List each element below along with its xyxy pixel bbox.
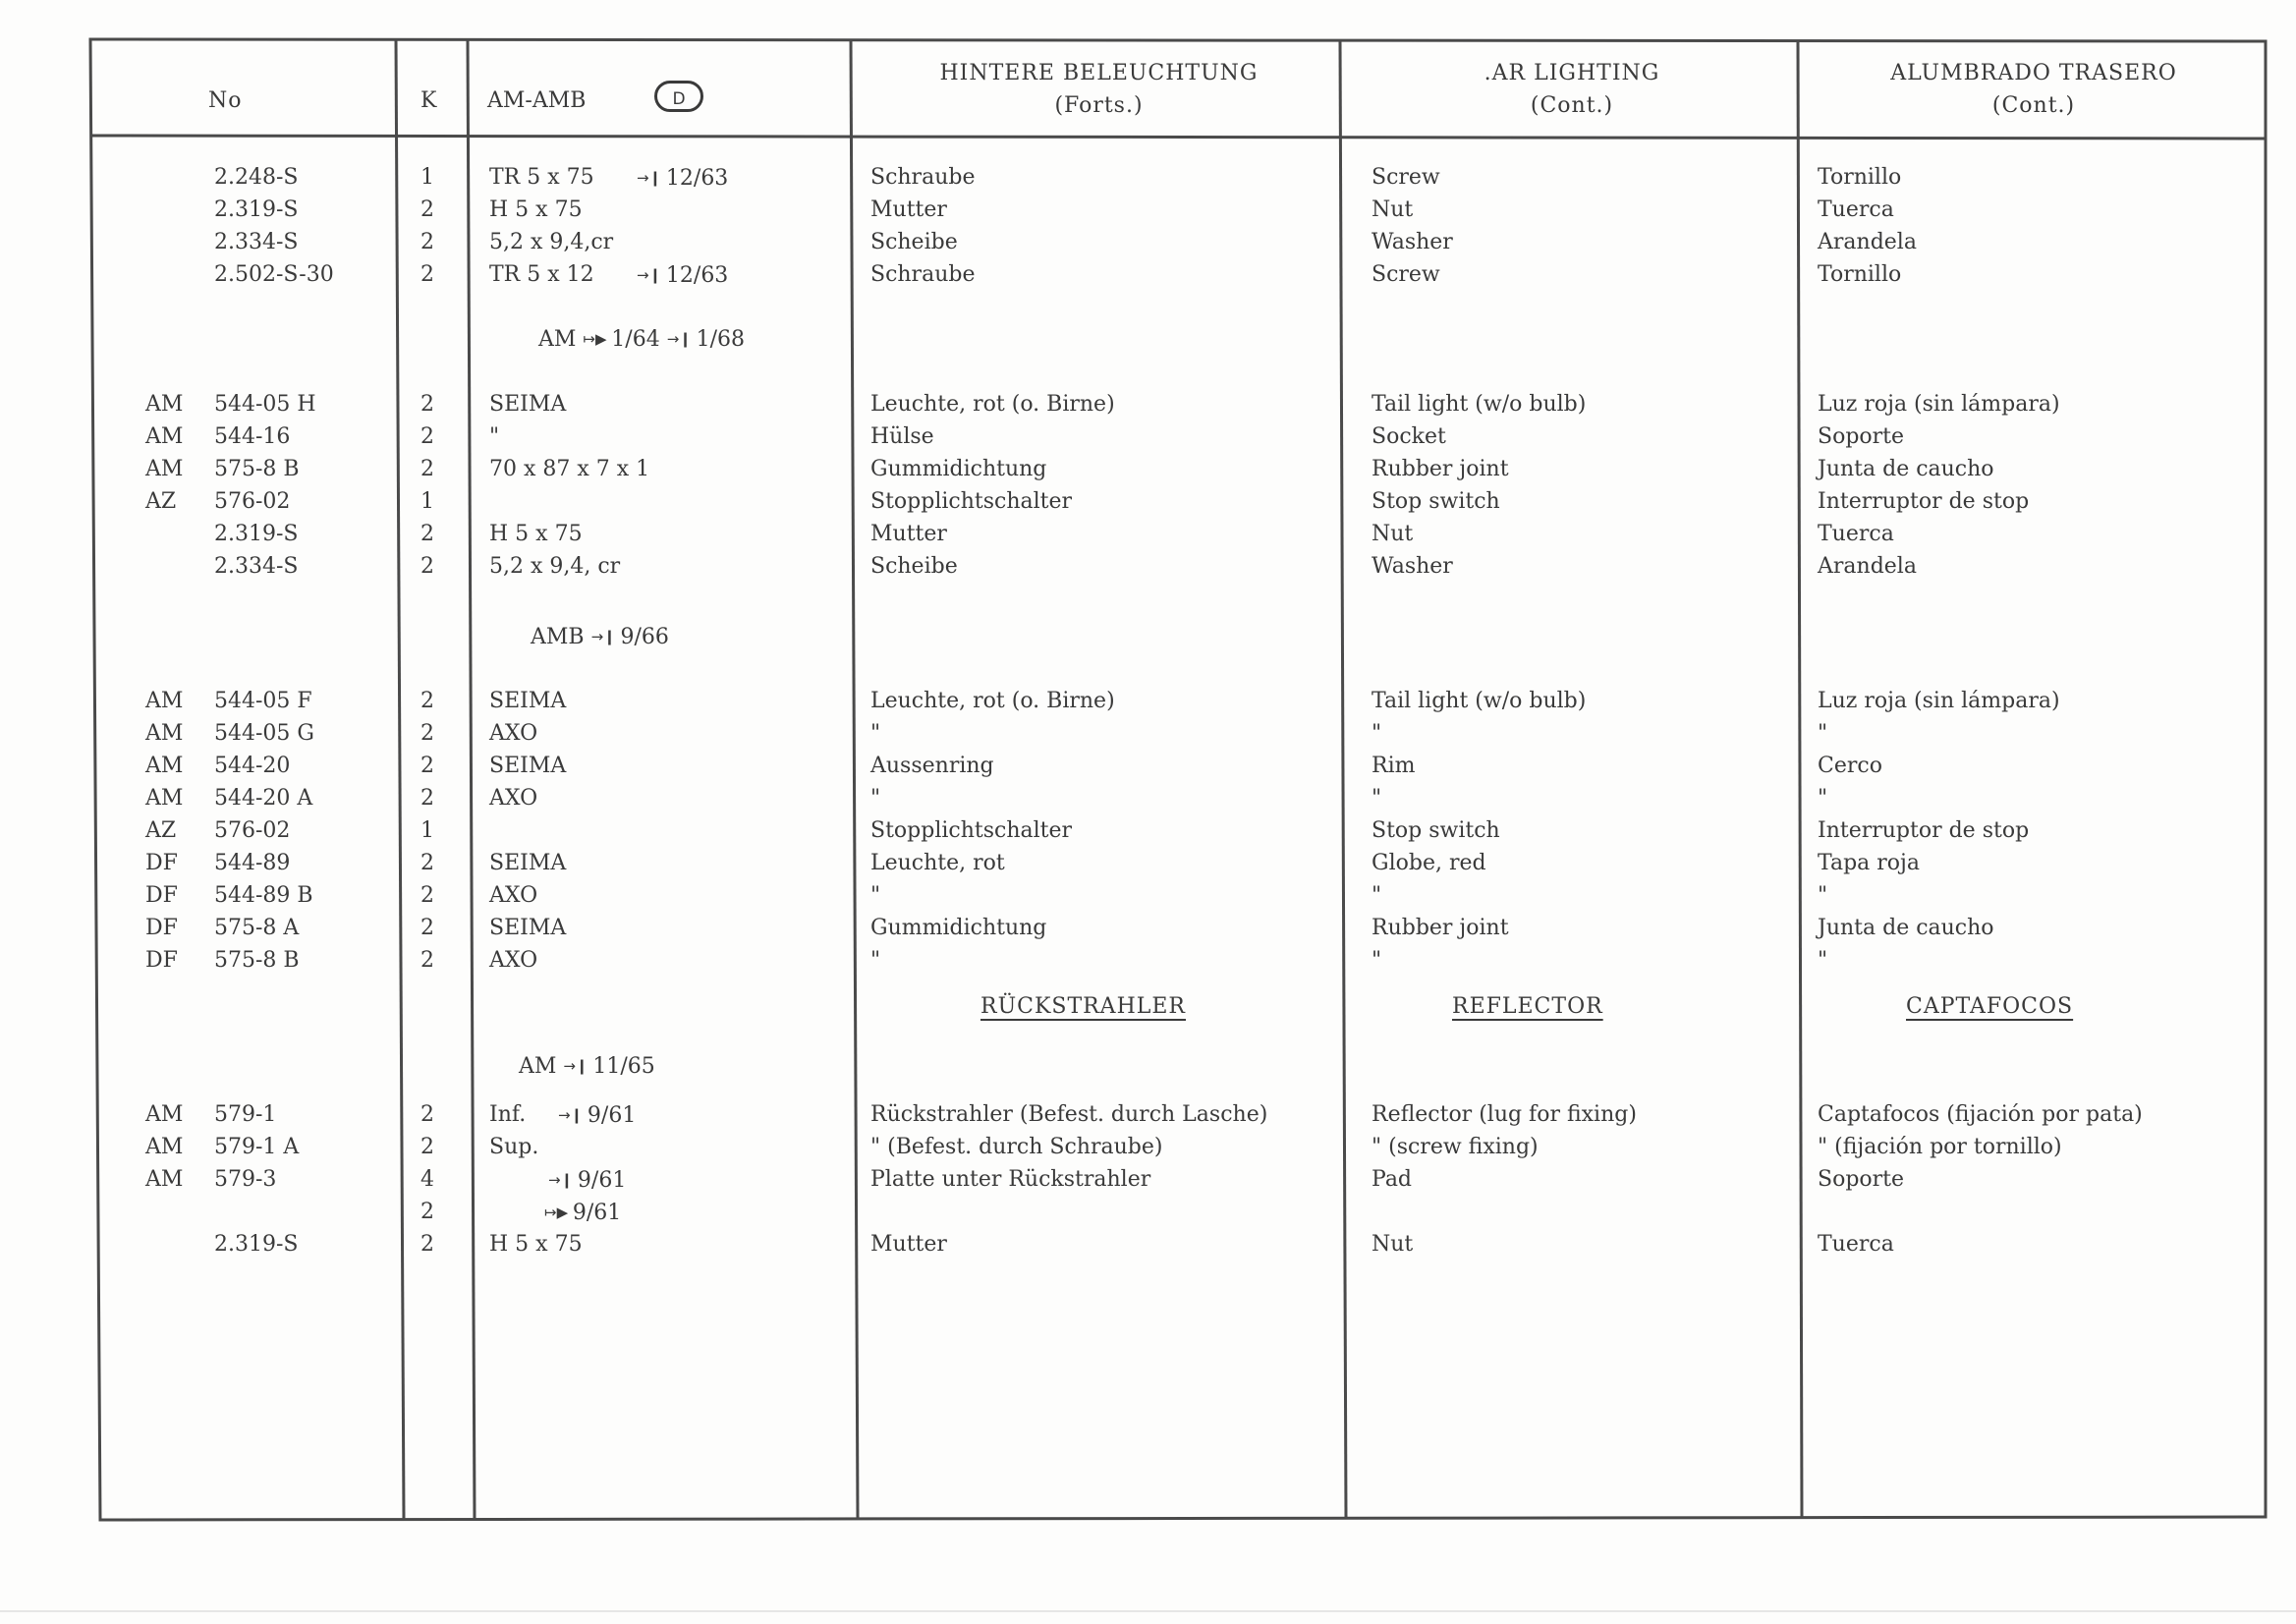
spec: SEIMA — [489, 916, 567, 940]
part-number: 575-8 A — [214, 916, 300, 940]
spec: SEIMA — [489, 392, 567, 417]
quantity: 2 — [420, 392, 434, 417]
from-arrow-glyph: ↦▶ — [544, 1204, 573, 1221]
spec: Inf. — [489, 1102, 527, 1127]
description-es: Soporte — [1818, 1167, 1905, 1192]
date-label: 11/65 — [592, 1054, 655, 1079]
section-title-en: REFLECTOR — [1452, 994, 1603, 1019]
until-date-arrow-icon — [548, 1165, 626, 1196]
quantity: 2 — [420, 197, 434, 222]
group-note — [531, 622, 669, 652]
row-prefix: DF — [145, 883, 178, 908]
date-label: 9/61 — [587, 1103, 637, 1128]
spec: TR 5 x 75 — [489, 165, 594, 190]
part-number: 2.319-S — [214, 197, 299, 222]
quantity: 2 — [420, 754, 434, 778]
part-number: 576-02 — [214, 818, 291, 843]
part-number: 544-05 G — [214, 721, 314, 746]
section-title-de: RÜCKSTRAHLER — [980, 994, 1186, 1019]
description-es: " — [1818, 721, 1828, 746]
part-number: 2.334-S — [214, 230, 299, 254]
description-es: " (fijación por tornillo) — [1818, 1135, 2062, 1159]
description-en: " — [1372, 721, 1382, 746]
description-en: Nut — [1372, 1232, 1414, 1257]
description-en: Rim — [1372, 754, 1416, 778]
quantity: 2 — [420, 457, 434, 481]
until-date-arrow-icon — [558, 1100, 636, 1131]
part-number: 579-1 — [214, 1102, 277, 1127]
part-number: 544-05 F — [214, 689, 312, 713]
row-prefix: AM — [145, 689, 184, 713]
description-en: Socket — [1372, 424, 1446, 449]
description-de: Scheibe — [870, 230, 958, 254]
from-date-arrow-icon: ↦▶ — [583, 330, 612, 348]
description-de: Leuchte, rot (o. Birne) — [870, 392, 1115, 417]
spec: " — [489, 424, 500, 449]
description-de: Mutter — [870, 1232, 947, 1257]
description-en: " — [1372, 948, 1382, 973]
description-es: Tornillo — [1818, 165, 1902, 190]
until-arrow-glyph: →❙ — [548, 1171, 578, 1189]
until-arrow-glyph: →❙ — [558, 1106, 588, 1124]
description-en: Screw — [1372, 262, 1440, 287]
group-note-label: AMB — [531, 625, 591, 649]
row-prefix: AM — [145, 1135, 184, 1159]
description-en: Washer — [1372, 230, 1453, 254]
description-es: " — [1818, 883, 1828, 908]
row-prefix: AM — [145, 1167, 184, 1192]
section-title-es: CAPTAFOCOS — [1906, 994, 2074, 1019]
row-prefix: DF — [145, 948, 178, 973]
quantity: 1 — [420, 489, 434, 514]
description-de: Gummidichtung — [870, 916, 1047, 940]
date-label: 1/64 — [611, 327, 667, 352]
description-de: " — [870, 883, 881, 908]
row-prefix: AM — [145, 392, 184, 417]
until-arrow-glyph: →❙ — [637, 266, 666, 284]
quantity: 2 — [420, 1135, 434, 1159]
country-badge-label: D — [672, 89, 686, 109]
until-arrow-glyph: →❙ — [637, 169, 666, 187]
es-subtitle: (Cont.) — [1991, 93, 2076, 118]
quantity: 2 — [420, 721, 434, 746]
row-prefix: DF — [145, 916, 178, 940]
until-date-arrow-icon: →❙ — [666, 330, 697, 348]
description-de: Mutter — [870, 522, 947, 546]
description-es: Captafocos (fijación por pata) — [1818, 1102, 2143, 1127]
row-prefix: AZ — [145, 489, 177, 514]
description-en: Globe, red — [1372, 851, 1486, 875]
description-en: " (screw fixing) — [1372, 1135, 1539, 1159]
description-de: " (Befest. durch Schraube) — [870, 1135, 1163, 1159]
date-label: 9/61 — [572, 1201, 622, 1225]
part-number: 544-89 — [214, 851, 291, 875]
part-number: 579-3 — [214, 1167, 277, 1192]
spec: TR 5 x 12 — [489, 262, 594, 287]
description-en: Screw — [1372, 165, 1440, 190]
spec: H 5 x 75 — [489, 1232, 583, 1257]
description-de: Stopplichtschalter — [870, 818, 1073, 843]
part-number: 2.319-S — [214, 1232, 299, 1257]
spec: 70 x 87 x 7 x 1 — [489, 457, 650, 481]
row-prefix: AM — [145, 424, 184, 449]
quantity: 2 — [420, 262, 434, 287]
description-es: Tuerca — [1818, 197, 1894, 222]
from-date-arrow-icon — [544, 1198, 621, 1228]
quantity: 2 — [420, 948, 434, 973]
column-header-no: No — [208, 88, 243, 113]
quantity: 2 — [420, 786, 434, 811]
description-de: Leuchte, rot (o. Birne) — [870, 689, 1115, 713]
de-subtitle: (Forts.) — [1054, 93, 1144, 118]
spec: 5,2 x 9,4,cr — [489, 230, 614, 254]
description-en: Stop switch — [1372, 818, 1500, 843]
description-en: " — [1372, 786, 1382, 811]
column-header-es — [1802, 57, 2266, 122]
spec: SEIMA — [489, 851, 567, 875]
spec: 5,2 x 9,4, cr — [489, 554, 621, 579]
description-de: Gummidichtung — [870, 457, 1047, 481]
date-label: 9/61 — [577, 1168, 627, 1193]
date-label: 12/63 — [665, 166, 729, 191]
description-es: " — [1818, 948, 1828, 973]
description-es: Arandela — [1818, 230, 1917, 254]
description-es: Luz roja (sin lámpara) — [1818, 689, 2060, 713]
description-de: " — [870, 948, 881, 973]
part-number: 2.502-S-30 — [214, 262, 334, 287]
description-de: Schraube — [870, 262, 976, 287]
quantity: 2 — [420, 230, 434, 254]
description-en: Rubber joint — [1372, 457, 1509, 481]
description-es: Interruptor de stop — [1818, 818, 2030, 843]
until-date-arrow-icon: →❙ — [590, 628, 621, 645]
row-prefix: DF — [145, 851, 178, 875]
part-number: 2.248-S — [214, 165, 299, 190]
description-de: Leuchte, rot — [870, 851, 1005, 875]
spec: Sup. — [489, 1135, 539, 1159]
description-en: Reflector (lug for fixing) — [1372, 1102, 1637, 1127]
description-de: Schraube — [870, 165, 976, 190]
description-es: Tornillo — [1818, 262, 1902, 287]
spec: H 5 x 75 — [489, 197, 583, 222]
quantity: 2 — [420, 689, 434, 713]
description-de: Scheibe — [870, 554, 958, 579]
date-label: 9/66 — [620, 625, 669, 649]
description-en: Nut — [1372, 197, 1414, 222]
description-es: Junta de caucho — [1818, 916, 1994, 940]
quantity: 2 — [420, 916, 434, 940]
part-number: 575-8 B — [214, 457, 300, 481]
description-es: Junta de caucho — [1818, 457, 1994, 481]
quantity: 2 — [420, 424, 434, 449]
part-number: 544-20 — [214, 754, 291, 778]
row-prefix: AZ — [145, 818, 177, 843]
description-de: " — [870, 721, 881, 746]
row-prefix: AM — [145, 786, 184, 811]
description-es: Luz roja (sin lámpara) — [1818, 392, 2060, 417]
es-title: ALUMBRADO TRASERO — [1890, 61, 2177, 85]
en-title: .AR LIGHTING — [1484, 61, 1660, 85]
quantity: 1 — [420, 818, 434, 843]
until-date-arrow-icon — [637, 260, 728, 291]
row-prefix: AM — [145, 457, 184, 481]
description-en: Stop switch — [1372, 489, 1500, 514]
description-es: Interruptor de stop — [1818, 489, 2030, 514]
de-title: HINTERE BELEUCHTUNG — [939, 61, 1259, 85]
row-prefix: AM — [145, 1102, 184, 1127]
until-date-arrow-icon: →❙ — [563, 1057, 593, 1075]
spec: SEIMA — [489, 754, 567, 778]
part-number: 2.334-S — [214, 554, 299, 579]
description-de: " — [870, 786, 881, 811]
description-en: Tail light (w/o bulb) — [1372, 392, 1587, 417]
spec: AXO — [489, 948, 538, 973]
part-number: 544-05 H — [214, 392, 316, 417]
description-de: Platte unter Rückstrahler — [870, 1167, 1151, 1192]
spec: AXO — [489, 883, 538, 908]
part-number: 579-1 A — [214, 1135, 300, 1159]
column-header-model: AM-AMB — [487, 88, 587, 113]
quantity: 2 — [420, 522, 434, 546]
date-label: 12/63 — [665, 263, 729, 288]
row-prefix: AM — [145, 754, 184, 778]
group-note-label: AM — [538, 327, 584, 352]
description-en: Tail light (w/o bulb) — [1372, 689, 1587, 713]
part-number: 2.319-S — [214, 522, 299, 546]
description-de: Hülse — [870, 424, 934, 449]
description-es: Soporte — [1818, 424, 1905, 449]
group-note-label: AM — [519, 1054, 564, 1079]
description-es: " — [1818, 786, 1828, 811]
description-de: Mutter — [870, 197, 947, 222]
description-es: Arandela — [1818, 554, 1917, 579]
quantity: 2 — [420, 1232, 434, 1257]
country-badge-icon — [654, 81, 703, 112]
en-subtitle: (Cont.) — [1530, 93, 1614, 118]
quantity: 2 — [420, 851, 434, 875]
spec: H 5 x 75 — [489, 522, 583, 546]
column-header-en — [1346, 57, 1798, 122]
part-number: 544-20 A — [214, 786, 313, 811]
until-date-arrow-icon — [637, 163, 728, 194]
description-es: Cerco — [1818, 754, 1882, 778]
spec: AXO — [489, 786, 538, 811]
description-es: Tuerca — [1818, 522, 1894, 546]
description-de: Aussenring — [870, 754, 994, 778]
quantity: 4 — [420, 1167, 434, 1192]
description-es: Tapa roja — [1818, 851, 1920, 875]
description-de: Stopplichtschalter — [870, 489, 1073, 514]
description-en: Pad — [1372, 1167, 1413, 1192]
quantity: 2 — [420, 1200, 434, 1224]
part-number: 544-89 B — [214, 883, 313, 908]
part-number: 544-16 — [214, 424, 291, 449]
description-es: Tuerca — [1818, 1232, 1894, 1257]
part-number: 575-8 B — [214, 948, 300, 973]
group-note — [538, 324, 745, 355]
description-en: Washer — [1372, 554, 1453, 579]
quantity: 2 — [420, 1102, 434, 1127]
row-prefix: AM — [145, 721, 184, 746]
quantity: 2 — [420, 554, 434, 579]
description-en: " — [1372, 883, 1382, 908]
column-header-k: K — [420, 88, 438, 113]
column-header-de — [858, 57, 1340, 122]
group-note — [519, 1051, 655, 1082]
description-de: Rückstrahler (Befest. durch Lasche) — [870, 1102, 1268, 1127]
spec: AXO — [489, 721, 538, 746]
part-number: 576-02 — [214, 489, 291, 514]
spec: SEIMA — [489, 689, 567, 713]
quantity: 1 — [420, 165, 434, 190]
quantity: 2 — [420, 883, 434, 908]
date-label: 1/68 — [696, 327, 746, 352]
description-en: Nut — [1372, 522, 1414, 546]
description-en: Rubber joint — [1372, 916, 1509, 940]
